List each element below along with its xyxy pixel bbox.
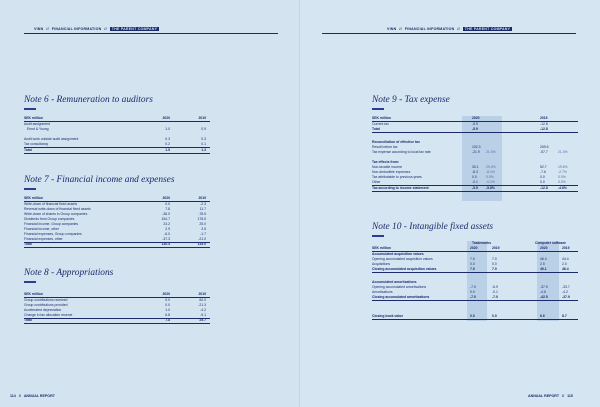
table-row: Tax expense according to local tax rate -21.9 21.4% -57.7 21.4%	[372, 150, 568, 154]
page-footer-left: 114 // ANNUAL REPORT	[10, 394, 55, 398]
header-section: FINANCIAL INFORMATION	[51, 27, 102, 31]
note7-title-bar	[24, 188, 36, 190]
note6-title: Note 6 - Remuneration to auditors	[24, 95, 153, 105]
table-row: Financial expenses, other -37.3 -21.0	[24, 236, 206, 241]
footer-text: ANNUAL REPORT	[528, 394, 560, 398]
table-row: Group contributions provided 0.0 -21.3	[24, 302, 206, 307]
note6-table	[24, 116, 210, 158]
table-row: Write-down of shares in Group companies -36.0 -78.5	[24, 211, 206, 216]
table-row: Financial income, other 2.9 3.5	[24, 226, 206, 231]
section-title: Tax effects from:	[372, 160, 400, 164]
table-total-row: Closing accumulated amortisations -7.0 -7.0 -42.5 -37.9	[372, 295, 570, 299]
table-total-row: Total -5.9 -12.8	[372, 126, 548, 131]
table-row: Non-taxable income 30.1 29.4% 52.7 19.6%	[372, 165, 568, 169]
table-row: Current tax -5.9 -12.8	[372, 121, 548, 126]
header-prefix: VINN	[387, 27, 397, 31]
table-total-row: Total 7.8 25.7	[24, 318, 206, 322]
table-row: Reversal write-down of financial fixed assets 7.8 11.7	[24, 206, 206, 211]
page-header-right: VINN // FINANCIAL INFORMATION // THE PARENT COMPANY	[387, 27, 511, 31]
table-total-row: Closing book value 0.0 0.0 6.6 8.7	[372, 314, 567, 318]
table-total-row: Tax according to income statement -5.9 -5.8% -12.8 -4.6%	[372, 185, 567, 190]
table-row: Opening accumulated amortisations -7.0 -6.9 -37.9 -33.7	[372, 285, 570, 289]
table-row: Tax consultancy 0.2 0.1	[24, 142, 206, 146]
note7-table	[24, 196, 210, 256]
header-prefix: VINN	[34, 27, 44, 31]
page-header-left: VINN // FINANCIAL INFORMATION // THE PARENT COMPANY	[34, 27, 158, 31]
section-title: Accumulated acquisition values	[372, 251, 424, 256]
note7-title: Note 7 - Financial income and expenses	[24, 175, 175, 185]
note9-title-bar	[372, 108, 384, 110]
table-row: Financial expenses, Group companies -6.0 -1.7	[24, 231, 206, 236]
table-header-row: SEK million 2020 2019 2020 2019	[372, 246, 570, 250]
note8-table	[24, 292, 210, 332]
table-row: Opening accumulated acquisition values 7.0 7.0 46.4 44.4	[372, 256, 569, 261]
table-total-row: Total 1.5 1.3	[24, 147, 206, 152]
table-total-row: Total 110.3 115.0	[24, 242, 206, 246]
table-header-row: SEK million 2020 2019	[24, 196, 206, 200]
header-rule	[322, 33, 576, 34]
table-row: Accelerated depreciation 1.0 -4.2	[24, 307, 206, 312]
table-row: Ernst & Young 1.0 0.9	[27, 126, 206, 131]
table-row: Non-deductible expenses -8.3 -8.1% -7.6 -2.7%	[372, 170, 567, 174]
note8-title: Note 8 - Appropriations	[24, 268, 114, 278]
table-row: Audit assignment	[24, 121, 51, 126]
page-footer-right: ANNUAL REPORT // 115	[528, 394, 573, 398]
table-row: Amortisations 0.0 -0.1 -4.6 -4.2	[372, 290, 568, 294]
section-title: Reconciliation of effective tax	[372, 140, 420, 144]
note10-table	[372, 241, 578, 326]
table-row: Tax attributable to previous years 0.0 0.0% 0.0 0.0%	[372, 175, 566, 179]
table-header-row: SEK million 2020 2019	[372, 116, 548, 120]
table-row: Financial income, Group companies 24.2 25.0	[24, 221, 206, 226]
note10-title-bar	[372, 235, 384, 237]
table-row: Change in tax allocation reserve 6.8 -9.1	[24, 312, 206, 317]
note10-title: Note 10 - Intangible fixed assets	[372, 222, 494, 232]
header-chip: THE PARENT COMPANY	[111, 27, 158, 31]
table-row: Audit work outside audit assignment 0.3 0.3	[24, 137, 206, 141]
page-number: 115	[567, 394, 573, 398]
note6-title-bar	[24, 108, 36, 110]
header-rule	[24, 33, 278, 34]
header-section: FINANCIAL INFORMATION	[404, 27, 455, 31]
table-row: Other -0.1 -0.1% 0.0 0.0%	[372, 180, 566, 184]
header-chip: THE PARENT COMPANY	[464, 27, 511, 31]
table-row: Acquisitions 0.0 0.0 2.5 2.0	[372, 261, 567, 266]
right-page	[300, 0, 600, 407]
table-header-row: SEK million 2020 2019	[24, 292, 206, 296]
group-header-row: Trademarks Computer software	[472, 241, 566, 245]
note9-title: Note 9 - Tax expense	[372, 95, 450, 105]
note9-table	[372, 116, 578, 206]
note8-title-bar	[24, 281, 36, 283]
table-row: Result before tax 102.3 269.6	[372, 145, 549, 149]
footer-text: ANNUAL REPORT	[23, 394, 55, 398]
table-row: Group contributions received 0.0 60.0	[24, 297, 206, 302]
section-title: Accumulated amortisations	[372, 280, 417, 284]
table-row: Write-down of financial fixed assets 0.0 -2.3	[24, 201, 206, 206]
table-header-row: SEK million 2020 2019	[24, 116, 206, 120]
table-row: Dividends from Group companies 154.7 178.5	[24, 216, 206, 221]
page-number: 114	[10, 394, 16, 398]
table-total-row: Closing accumulated acquisition values 7.0 7.0 49.1 46.4	[372, 266, 569, 271]
